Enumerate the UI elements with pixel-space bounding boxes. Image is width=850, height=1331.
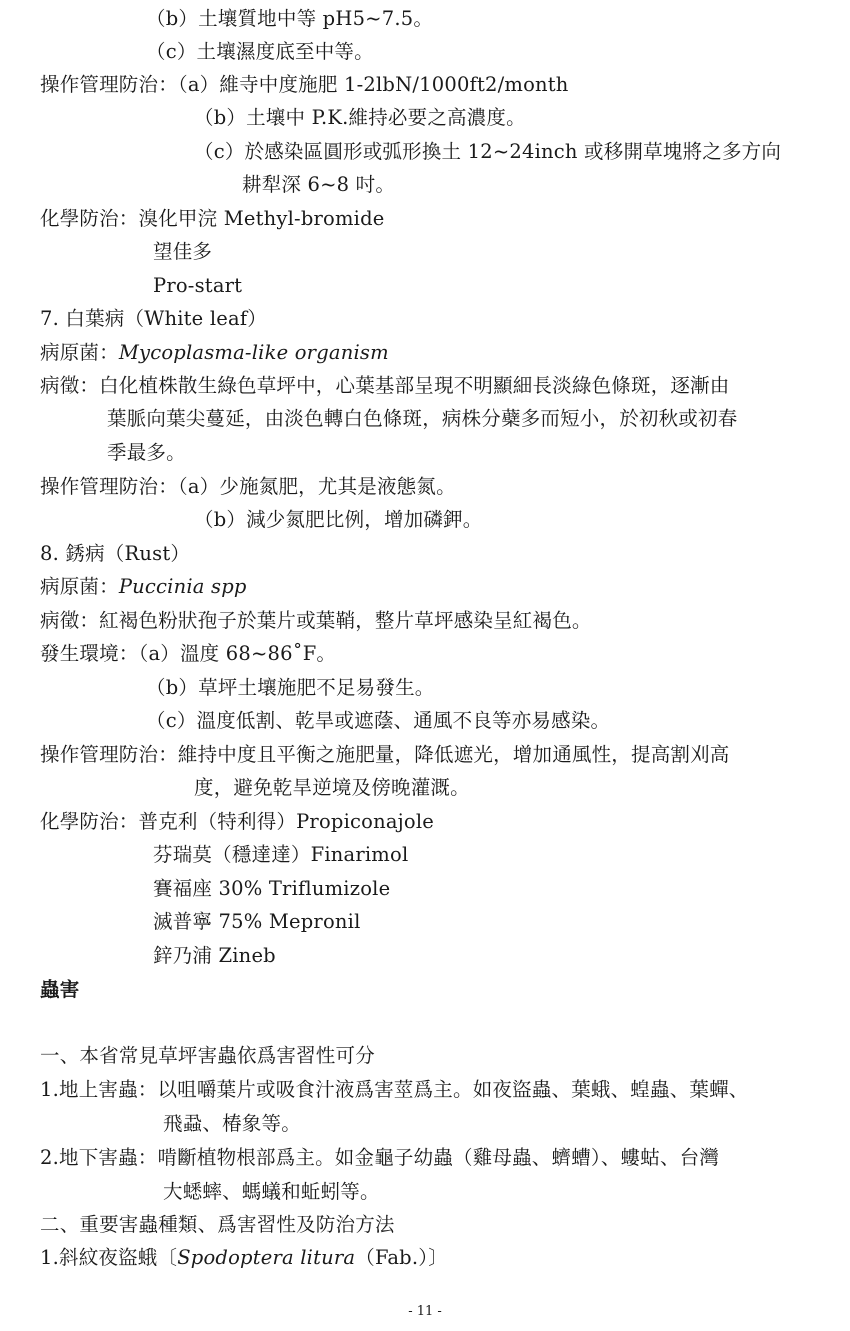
text-line: 病徵：白化植株散生綠色草坪中，心葉基部呈現不明顯細長淡綠色條斑，逐漸由 xyxy=(40,374,730,397)
species-name: Spodoptera litura xyxy=(177,1246,356,1269)
text-line: 2.地下害蟲：啃斷植物根部爲主。如金龜子幼蟲（雞母蟲、蠐螬）、螻蛄、台灣 xyxy=(40,1146,720,1169)
text-line: 葉脈向葉尖蔓延，由淡色轉白色條斑，病株分蘗多而短小，於初秋或初春 xyxy=(107,407,738,430)
text-line: 滅普寧 75% Mepronil xyxy=(153,910,361,933)
pathogen-label: 病原菌： xyxy=(40,341,119,364)
section-heading: 8. 銹病（Rust） xyxy=(40,542,191,565)
text-line: （b）土壤中 P.K.維持必要之高濃度。 xyxy=(194,106,526,129)
text-line: 發生環境：（a）溫度 68~86˚F。 xyxy=(40,642,337,665)
text-line: 操作管理防治：維持中度且平衡之施肥量，降低遮光，增加通風性，提高割刈高 xyxy=(40,743,730,766)
text-line: 望佳多 xyxy=(153,240,213,263)
pathogen-name: Puccinia spp xyxy=(118,575,247,598)
text-line: （c）溫度低割、乾旱或遮蔭、通風不良等亦易感染。 xyxy=(146,709,611,732)
text-line: （c）於感染區圓形或弧形換土 12~24inch 或移開草塊將之多方向 xyxy=(194,140,782,163)
page-number: - 11 - xyxy=(408,1304,442,1319)
section-title: 蟲害 xyxy=(40,978,80,1001)
text-line: 病徵：紅褐色粉狀孢子於葉片或葉鞘，整片草坪感染呈紅褐色。 xyxy=(40,609,592,632)
text-line: 賽福座 30% Triflumizole xyxy=(153,877,391,900)
text-line: 化學防治：溴化甲浣 Methyl-bromide xyxy=(40,207,385,230)
text-line: Pro-start xyxy=(153,274,243,297)
text-line: 二、重要害蟲種類、爲害習性及防治方法 xyxy=(40,1213,395,1236)
text-line: 鋅乃浦 Zineb xyxy=(153,944,276,967)
text-line: 一、本省常見草坪害蟲依爲害習性可分 xyxy=(40,1044,375,1067)
text-line: 操作管理防治：（a）維寺中度施肥 1-2lbN/1000ft2/month xyxy=(40,73,569,96)
text-line: 操作管理防治：（a）少施氮肥，尤其是液態氮。 xyxy=(40,475,456,498)
text-line: 芬瑞莫（穩達達）Finarimol xyxy=(153,843,409,866)
section-heading: 7. 白葉病（White leaf） xyxy=(40,307,267,330)
species-suffix: （Fab.）〕 xyxy=(355,1246,448,1269)
pathogen-line xyxy=(40,574,247,600)
text-line: 度，避免乾旱逆境及傍晚灌溉。 xyxy=(194,776,470,799)
text-line: （c）土壤濕度底至中等。 xyxy=(146,40,374,63)
pathogen-line xyxy=(40,340,389,366)
text-line: 1.地上害蟲：以咀嚼葉片或吸食汁液爲害莖爲主。如夜盜蟲、葉蛾、蝗蟲、葉蟬、 xyxy=(40,1078,749,1101)
species-line xyxy=(40,1245,448,1271)
pathogen-name: Mycoplasma-like organism xyxy=(118,341,389,364)
text-line: 飛蝨、椿象等。 xyxy=(163,1112,301,1135)
text-line: 季最多。 xyxy=(107,441,186,464)
text-line: 耕犁深 6~8 吋。 xyxy=(242,173,396,196)
pathogen-label: 病原菌： xyxy=(40,575,119,598)
text-line: （b）土壤質地中等 pH5~7.5。 xyxy=(146,7,434,30)
text-line: （b）草坪土壤施肥不足易發生。 xyxy=(146,676,435,699)
species-prefix: 1.斜紋夜盜蛾〔 xyxy=(40,1246,178,1269)
text-line: 大蟋蟀、螞蟻和蚯蚓等。 xyxy=(163,1180,380,1203)
text-line: （b）減少氮肥比例，增加磷鉀。 xyxy=(194,508,483,531)
text-line: 化學防治：普克利（特利得）Propiconajole xyxy=(40,810,435,833)
